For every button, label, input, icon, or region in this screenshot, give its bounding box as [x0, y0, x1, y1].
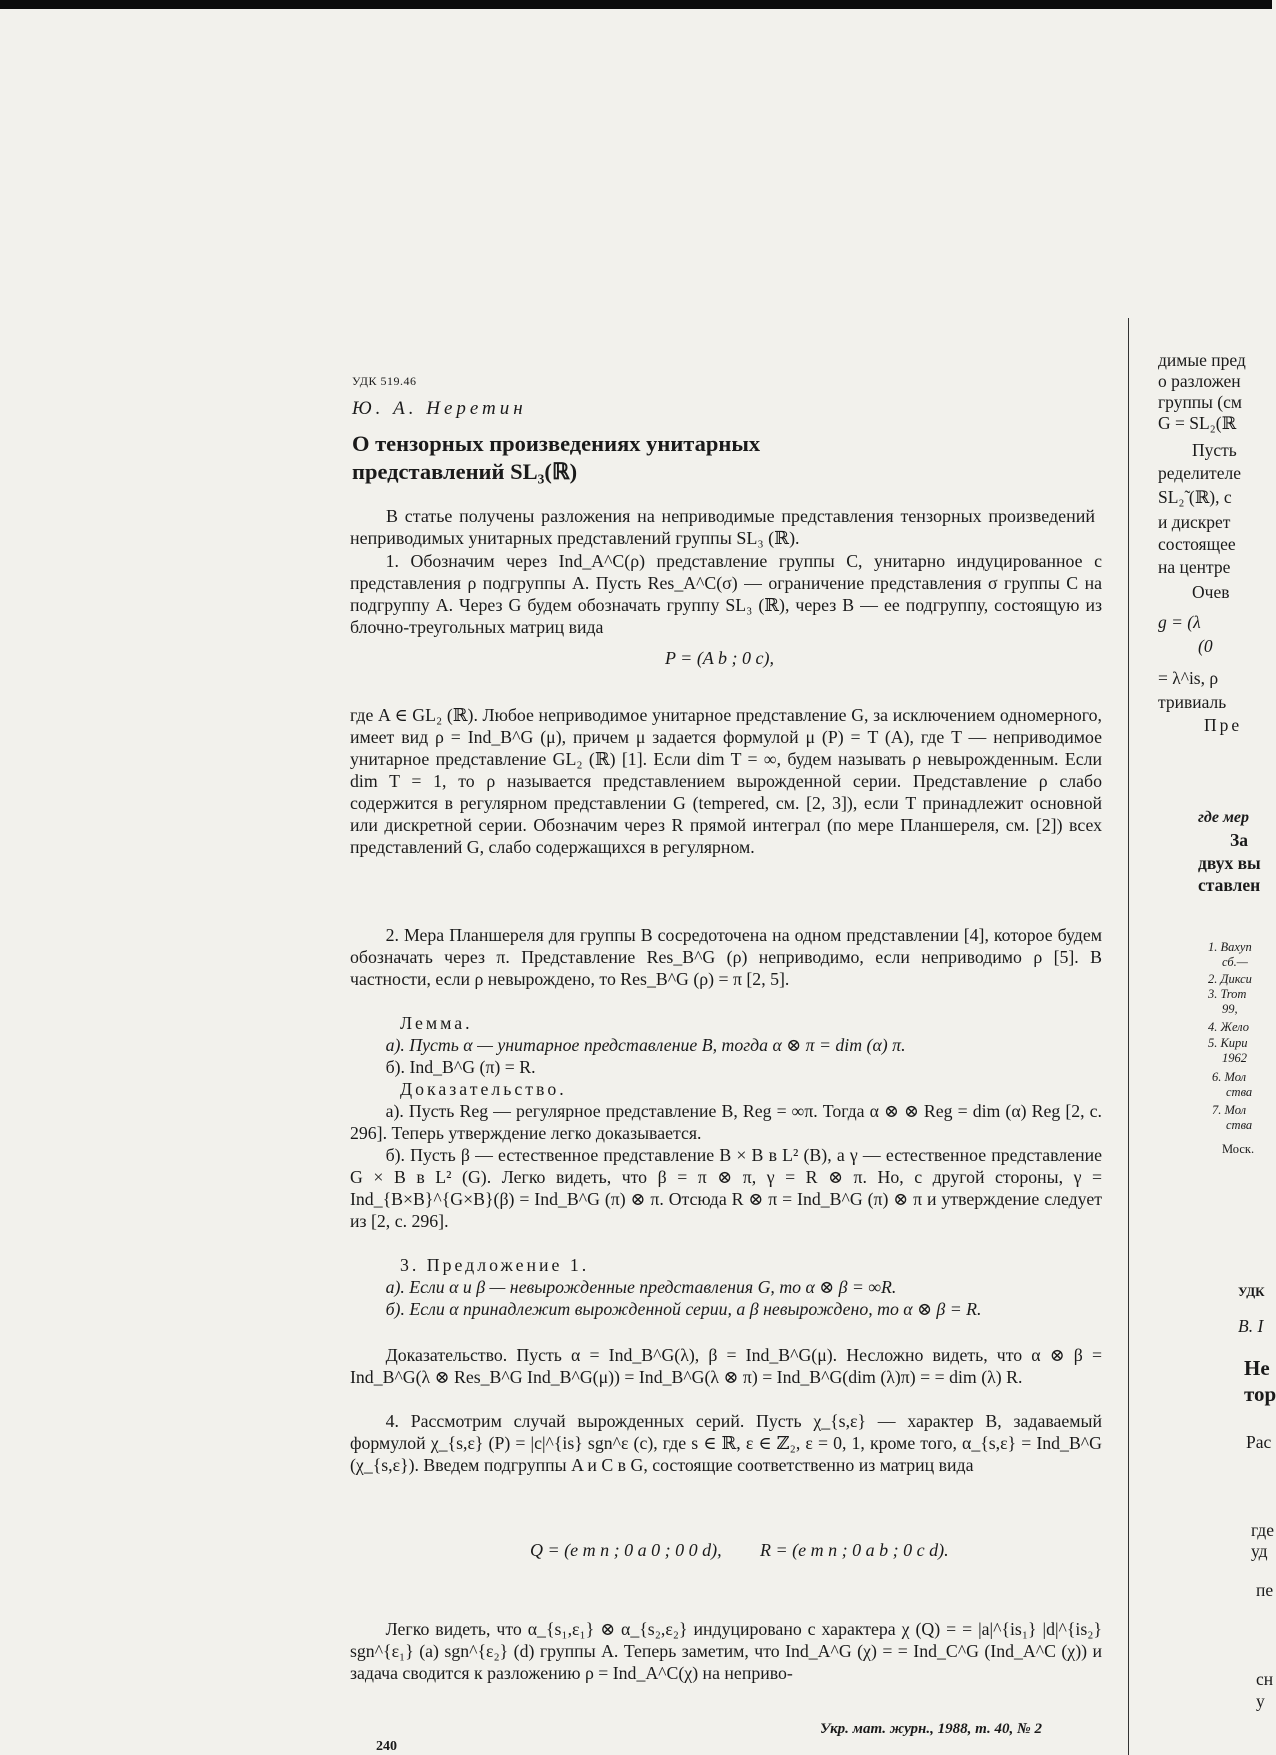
- paragraph-4: 4. Рассмотрим случай вырожденных серий. Пусть χ_{s,ε} — характер B, задаваемый формулой χ_{s,ε} (P) = |c|^{is} sgn^ε (c), где s ∈ ℝ, ε ∈ ℤ₂, ε = 0, 1, кроме того, α_{s,ε} = Ind_B^G (χ_{s,ε}). Введем подгруппы A и C в G, состоящие соответственно из матриц вида: [350, 1411, 1102, 1475]
- rc-ref: 5. Кири: [1208, 1036, 1248, 1050]
- rc-line: Рас: [1246, 1432, 1272, 1452]
- proof-b: б). Пусть β — естественное представление B × B в L² (B), а γ — естественное представление G × B в L² (G). Легко видеть, что β = π ⊗ π, γ = R ⊗ π. Но, с другой стороны, γ = Ind_{B×B}^{G×B}(β) = Ind_B^G (π) ⊗ π. Отсюда R ⊗ π = Ind_B^G (π) ⊗ π и утверждение следует из [2, с. 296].: [350, 1145, 1102, 1231]
- proof-a: а). Пусть Reg — регулярное представление B, Reg = ∞π. Тогда α ⊗ ⊗ Reg = dim (α) Reg [2, с. 296]. Теперь утверждение легко доказывается.: [350, 1101, 1102, 1143]
- rc-line: G = SL₂(ℝ: [1158, 413, 1237, 433]
- rc-line: у: [1256, 1691, 1265, 1711]
- rc-line: где мер: [1198, 809, 1250, 826]
- author: Ю. А. Неретин: [352, 398, 527, 419]
- abstract: В статье получены разложения на неприводимые представления тензорных произведений неприводимых унитарных представлений группы SL₃ (ℝ).: [350, 506, 1095, 548]
- rc-line: о разложен: [1158, 371, 1241, 391]
- rc-ref: 7. Мол: [1212, 1103, 1247, 1117]
- rc-line: двух вы: [1198, 853, 1261, 873]
- journal-reference: Укр. мат. журн., 1988, т. 40, № 2: [820, 1721, 1042, 1737]
- rc-line: (0: [1198, 636, 1213, 656]
- proposition-a: а). Если α и β — невырожденные представления G, то α ⊗ β = ∞R.: [385, 1277, 897, 1297]
- rc-line: Пре: [1204, 715, 1243, 735]
- rc-line: и дискрет: [1158, 512, 1231, 532]
- paragraph-1: 1. Обозначим через Ind_A^C(ρ) представление группы C, унитарно индуцированное с представления ρ подгруппы A. Пусть Res_A^C(σ) — ограничение представления σ группы C на подгруппу A. Через G будем обозначать группу SL₃ (ℝ), через B — ее подгруппу, состоящую из блочно-треугольных матриц вида: [350, 551, 1102, 637]
- rc-line: на центре: [1158, 557, 1231, 577]
- page-number: 240: [376, 1739, 397, 1754]
- paragraph-5: Легко видеть, что α_{s₁,ε₁} ⊗ α_{s₂,ε₂} индуцировано с характера χ (Q) = = |a|^{is₁} |d|^{is₂} sgn^{ε₁} (a) sgn^{ε₂} (d) группы A. Теперь заметим, что Ind_A^G (χ) = = Ind_C^G (Ind_A^C (χ)) и задача сводится к разложению ρ = Ind_A^C(χ) на неприво-: [350, 1619, 1102, 1683]
- lemma-a: а). Пусть α — унитарное представление B, тогда α ⊗ π = dim (α) π.: [385, 1035, 906, 1055]
- rc-ref: ства: [1226, 1118, 1253, 1132]
- matrix-P: P = (A b ; 0 c),: [665, 648, 774, 668]
- rc-line: димые пред: [1158, 350, 1246, 370]
- matrix-Q: Q = (e m n ; 0 a 0 ; 0 0 d),: [530, 1540, 722, 1560]
- rc-ref: сб.—: [1222, 955, 1248, 969]
- scan-top-border: [0, 0, 1272, 9]
- lemma-heading: Лемма.: [400, 1013, 473, 1033]
- rc-line: группы (см: [1158, 392, 1242, 412]
- rc-line: Пусть: [1192, 440, 1237, 460]
- rc-ref: ства: [1226, 1085, 1253, 1099]
- rc-line: тривиаль: [1158, 692, 1227, 712]
- rc-line: сн: [1256, 1669, 1274, 1689]
- matrix-R: R = (e m n ; 0 a b ; 0 c d).: [760, 1540, 949, 1560]
- rc-line: SL₂̃ (ℝ), с: [1158, 487, 1232, 507]
- rc-ref: Моск.: [1222, 1142, 1255, 1156]
- rc-line: уд: [1251, 1541, 1268, 1561]
- lemma-b: б). Ind_B^G (π) = R.: [385, 1057, 536, 1077]
- proposition-b: б). Если α принадлежит вырожденной серии, а β невырождено, то α ⊗ β = R.: [385, 1299, 982, 1319]
- paragraph-3: 2. Мера Планшереля для группы B сосредоточена на одном представлении [4], которое будем обозначать через π. Представление Res_B^G (ρ) неприводимо, если неприводимо ρ [5]. В частности, если ρ невырождено, то Res_B^G (ρ) = π [2, 5].: [350, 925, 1102, 989]
- rc-line: = λ^is, ρ: [1158, 668, 1219, 688]
- rc-line: Не: [1244, 1356, 1270, 1380]
- rc-line: g = (λ: [1158, 612, 1201, 632]
- rc-line: тор: [1244, 1382, 1276, 1406]
- rc-line: УДК: [1238, 1284, 1265, 1299]
- rc-line: состоящее: [1158, 534, 1236, 554]
- rc-line: В. I: [1238, 1316, 1264, 1336]
- title-line-1: О тензорных произведениях унитарных: [352, 431, 761, 456]
- rc-ref: 99,: [1222, 1002, 1238, 1016]
- proof-2: Доказательство. Пусть α = Ind_B^G(λ), β = Ind_B^G(μ). Несложно видеть, что α ⊗ β = Ind_B^G(λ ⊗ Res_B^G Ind_B^G(μ)) = Ind_B^G(λ ⊗ π) = Ind_B^G(dim (λ)π) = = dim (λ) R.: [350, 1345, 1102, 1387]
- rc-ref: 4. Жело: [1208, 1020, 1250, 1034]
- rc-ref: 3. Trom: [1208, 987, 1247, 1001]
- proof-heading: Доказательство.: [400, 1079, 567, 1099]
- rc-line: За: [1230, 830, 1248, 850]
- article-title: [352, 430, 1072, 486]
- rc-line: ределителе: [1158, 463, 1241, 483]
- rc-line: ставлен: [1198, 875, 1261, 895]
- rc-line: где: [1251, 1520, 1274, 1540]
- rc-ref: 1. Вахуп: [1208, 940, 1252, 954]
- rc-line: Очев: [1192, 582, 1230, 602]
- rc-ref: 2. Дикси: [1208, 972, 1252, 986]
- title-line-2: представлений SL₃(ℝ): [352, 459, 578, 484]
- column-divider: [1128, 318, 1129, 1755]
- paragraph-2: где A ∈ GL₂ (ℝ). Любое неприводимое унитарное представление G, за исключением одномерного, имеет вид ρ = Ind_B^G (μ), причем μ задается формулой μ (P) = T (A), где T — неприводимое унитарное представление GL₂ (ℝ) [1]. Если dim T = ∞, будем называть ρ невырожденным. Если dim T = 1, то ρ называется представлением вырожденной серии. Представление ρ слабо содержится в регулярном представлении G (tempered, см. [2, 3]), если T принадлежит основной или дискретной серии. Обозначим через R прямой интеграл (по мере Планшереля, см. [2]) всех представлений G, слабо содержащихся в регулярном.: [350, 705, 1102, 857]
- rc-ref: 1962: [1222, 1051, 1247, 1065]
- proposition-heading: 3. Предложение 1.: [400, 1255, 590, 1275]
- rc-ref: 6. Мол: [1212, 1070, 1247, 1084]
- udk-code: УДК 519.46: [352, 374, 417, 388]
- rc-line: пе: [1256, 1580, 1274, 1600]
